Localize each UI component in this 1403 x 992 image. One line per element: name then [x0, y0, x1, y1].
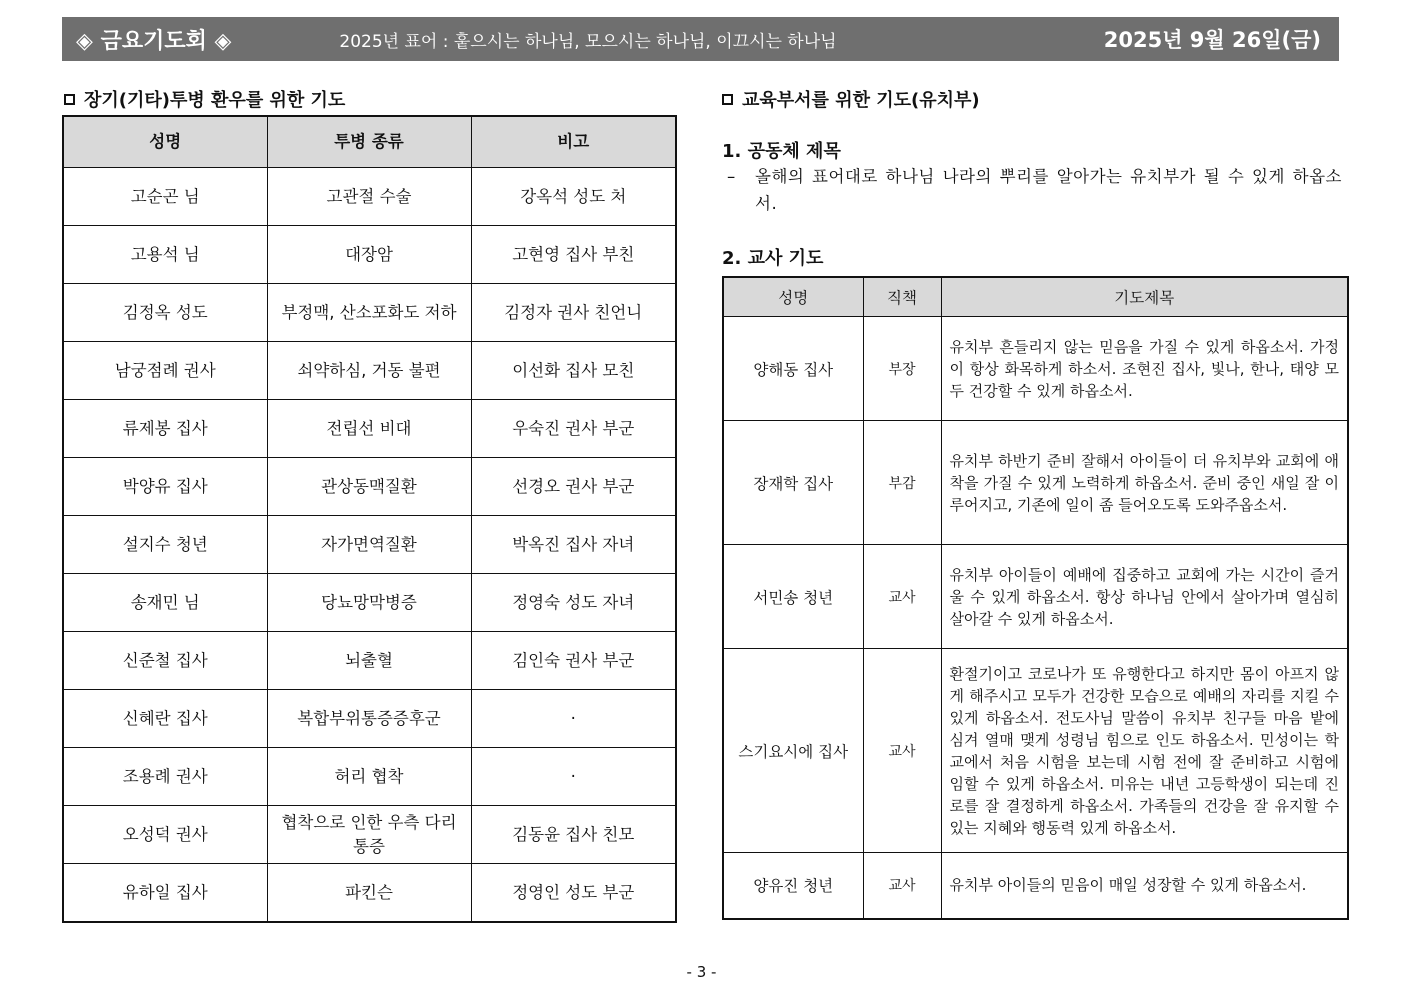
teacher-name-cell: 양유진 청년	[723, 853, 863, 919]
left-section-title-text: 장기(기타)투병 환우를 위한 기도	[84, 90, 346, 111]
community-text: 올해의 표어대로 하나님 나라의 뿌리를 알아가는 유치부가 될 수 있게 하옵소서.	[755, 167, 1342, 213]
prayer-text-cell: 유치부 아이들의 믿음이 매일 성장할 수 있게 하옵소서.	[941, 853, 1348, 919]
patient-table	[62, 115, 677, 923]
table-row	[723, 649, 1348, 853]
column-header-illness: 투병 종류	[267, 116, 471, 168]
table-header-row	[63, 116, 676, 168]
checkbox-square-icon	[64, 94, 75, 105]
relation-note-cell: 이선화 집사 모친	[471, 342, 676, 400]
community-description	[727, 163, 1342, 217]
table-row	[723, 421, 1348, 545]
patient-name-cell: 고순곤 님	[63, 168, 267, 226]
table-row	[63, 458, 676, 516]
table-row	[63, 168, 676, 226]
illness-type-cell: 협착으로 인한 우측 다리 통증	[267, 806, 471, 864]
teacher-name-cell: 서민송 청년	[723, 545, 863, 649]
patient-name-cell: 신준철 집사	[63, 632, 267, 690]
page-number: - 3 -	[686, 963, 717, 981]
header-title: ◈ 금요기도회 ◈	[76, 28, 232, 54]
header-motto: 2025년 표어 : 훝으시는 하나님, 모으시는 하나님, 이끄시는 하나님	[339, 31, 837, 52]
teacher-role-cell: 교사	[863, 853, 941, 919]
relation-note-cell: 김인숙 권사 부군	[471, 632, 676, 690]
illness-type-cell: 부정맥, 산소포화도 저하	[267, 284, 471, 342]
illness-type-cell: 뇌출혈	[267, 632, 471, 690]
table-row	[723, 545, 1348, 649]
table-row	[63, 574, 676, 632]
relation-note-cell: 고현영 집사 부친	[471, 226, 676, 284]
column-header-role: 직책	[863, 277, 941, 317]
dash-bullet: –	[727, 167, 736, 186]
illness-type-cell: 복합부위통증증후군	[267, 690, 471, 748]
table-row	[63, 748, 676, 806]
table-row	[63, 806, 676, 864]
teacher-role-cell: 부감	[863, 421, 941, 545]
right-section-title	[722, 86, 980, 112]
illness-type-cell: 쇠약하심, 거동 불편	[267, 342, 471, 400]
left-section-title	[64, 86, 345, 112]
relation-note-cell: 우숙진 권사 부군	[471, 400, 676, 458]
patient-name-cell: 유하일 집사	[63, 864, 267, 923]
table-row	[723, 317, 1348, 421]
patient-name-cell: 오성덕 권사	[63, 806, 267, 864]
table-row	[63, 516, 676, 574]
teacher-name-cell: 스기요시에 집사	[723, 649, 863, 853]
patient-name-cell: 남궁점례 권사	[63, 342, 267, 400]
table-row	[63, 284, 676, 342]
patient-name-cell: 류제봉 집사	[63, 400, 267, 458]
table-row	[63, 690, 676, 748]
column-header-note: 비고	[471, 116, 676, 168]
illness-type-cell: 고관절 수술	[267, 168, 471, 226]
relation-note-cell: 강옥석 성도 처	[471, 168, 676, 226]
teacher-name-cell: 양해동 집사	[723, 317, 863, 421]
prayer-text-cell: 유치부 하반기 준비 잘해서 아이들이 더 유치부와 교회에 애착을 가질 수 있게 노력하게 하옵소서. 준비 중인 새일 잘 이루어지고, 기존에 일이 좀 들어오도록 도와주옵소서.	[941, 421, 1348, 545]
patient-name-cell: 설지수 청년	[63, 516, 267, 574]
patient-name-cell: 송재민 님	[63, 574, 267, 632]
table-row	[63, 632, 676, 690]
patient-name-cell: 고용석 님	[63, 226, 267, 284]
illness-type-cell: 파킨슨	[267, 864, 471, 923]
relation-note-cell: 김동윤 집사 친모	[471, 806, 676, 864]
right-section-title-text: 교육부서를 위한 기도(유치부)	[742, 90, 980, 111]
relation-note-cell: 정영숙 성도 자녀	[471, 574, 676, 632]
table-header-row	[723, 277, 1348, 317]
prayer-text-cell: 유치부 흔들리지 않는 믿음을 가질 수 있게 하옵소서. 가정이 항상 화목하게 하소서. 조현진 집사, 빛나, 한나, 태양 모두 건강할 수 있게 하옵소서.	[941, 317, 1348, 421]
patient-name-cell: 김정옥 성도	[63, 284, 267, 342]
column-header-name: 성명	[63, 116, 267, 168]
header-date: 2025년 9월 26일(금)	[1103, 28, 1321, 52]
patient-name-cell: 조용례 권사	[63, 748, 267, 806]
relation-note-cell: ·	[471, 690, 676, 748]
teacher-prayer-table	[722, 276, 1349, 920]
table-row	[63, 226, 676, 284]
column-header-name: 성명	[723, 277, 863, 317]
teacher-role-cell: 교사	[863, 545, 941, 649]
table-row	[723, 853, 1348, 919]
illness-type-cell: 자가면역질환	[267, 516, 471, 574]
relation-note-cell: 김정자 권사 친언니	[471, 284, 676, 342]
illness-type-cell: 허리 협착	[267, 748, 471, 806]
table-row	[63, 400, 676, 458]
illness-type-cell: 당뇨망막병증	[267, 574, 471, 632]
column-header-prayer: 기도제목	[941, 277, 1348, 317]
illness-type-cell: 관상동맥질환	[267, 458, 471, 516]
prayer-text-cell: 유치부 아이들이 예배에 집중하고 교회에 가는 시간이 즐거울 수 있게 하옵소서. 항상 하나님 안에서 살아가며 열심히 살아갈 수 있게 하옵소서.	[941, 545, 1348, 649]
prayer-text-cell: 환절기이고 코로나가 또 유행한다고 하지만 몸이 아프지 않게 해주시고 모두가 건강한 모습으로 예배의 자리를 지킬 수 있게 하옵소서. 전도사님 말씀이 유치부 친구들 마음 밭에 심겨 열매 맺게 성령님 힘으로 인도 하옵소서. 민성이는 학교에서 처음 시험을 보는데 시험 전에 잘 준비하고 시험에 임할 수 있게 하옵소서. 미유는 내년 고등학생이 되는데 진로를 잘 결정하게 하옵소서. 가족들의 건강을 잘 유지할 수 있는 지혜와 행동력 있게 하옵소서.	[941, 649, 1348, 853]
header-bar	[62, 17, 1339, 61]
illness-type-cell: 전립선 비대	[267, 400, 471, 458]
illness-type-cell: 대장암	[267, 226, 471, 284]
table-row	[63, 342, 676, 400]
relation-note-cell: 박옥진 집사 자녀	[471, 516, 676, 574]
relation-note-cell: ·	[471, 748, 676, 806]
patient-name-cell: 신혜란 집사	[63, 690, 267, 748]
teacher-heading: 2. 교사 기도	[722, 248, 824, 269]
table-row	[63, 864, 676, 923]
relation-note-cell: 정영인 성도 부군	[471, 864, 676, 923]
relation-note-cell: 선경오 권사 부군	[471, 458, 676, 516]
community-heading: 1. 공동체 제목	[722, 141, 841, 162]
checkbox-square-icon	[722, 94, 733, 105]
teacher-role-cell: 교사	[863, 649, 941, 853]
teacher-name-cell: 장재학 집사	[723, 421, 863, 545]
teacher-role-cell: 부장	[863, 317, 941, 421]
patient-name-cell: 박양유 집사	[63, 458, 267, 516]
